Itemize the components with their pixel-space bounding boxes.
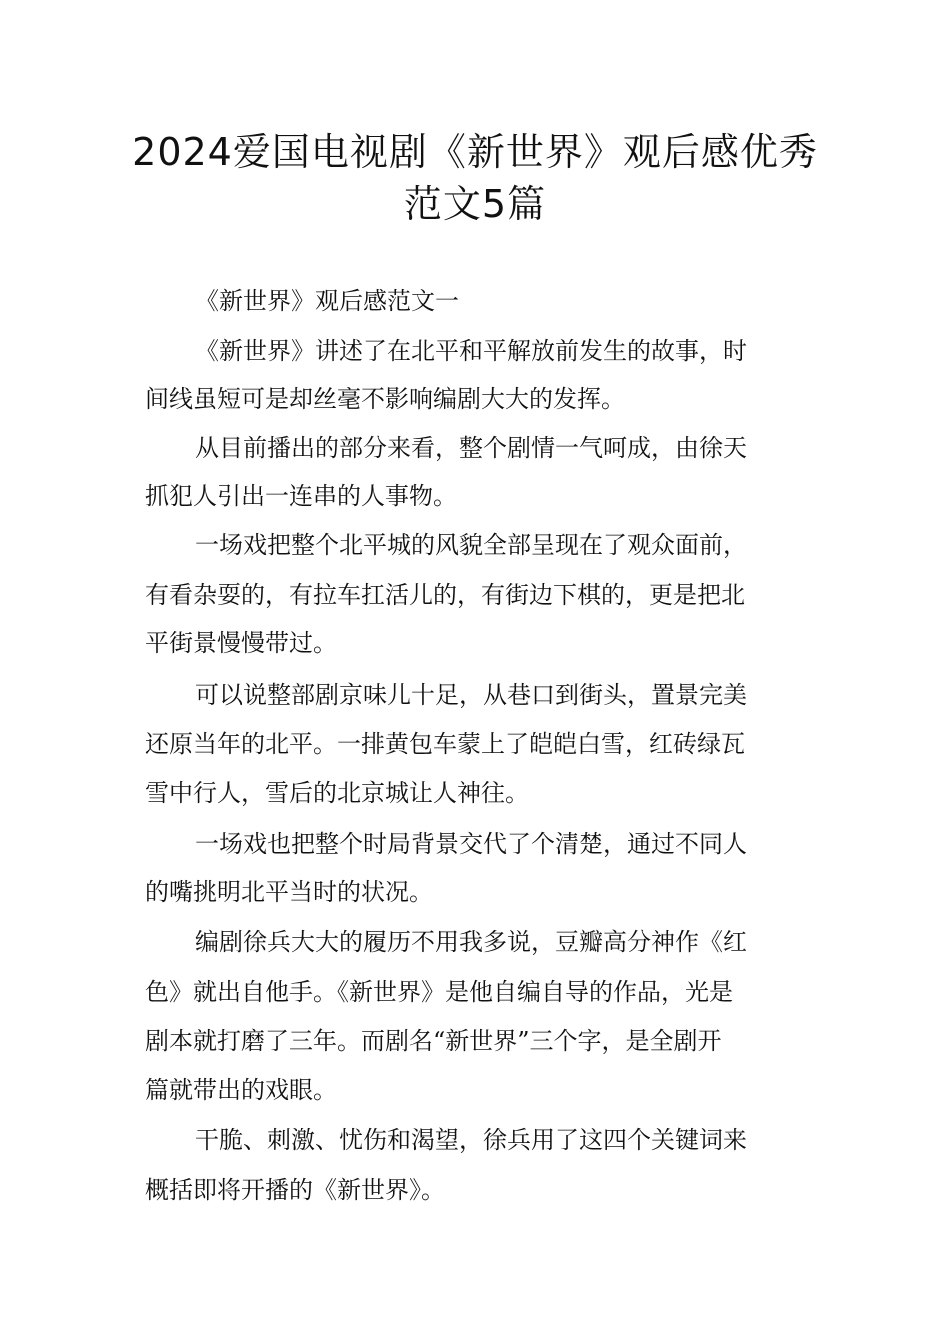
paragraph-line: 平街景慢慢带过。 [145,629,337,657]
paragraph-line: 篇就带出的戏眼。 [145,1076,337,1104]
paragraph-line: 概括即将开播的《新世界》。 [145,1176,445,1204]
paragraph-line: 还原当年的北平。一排黄包车蒙上了皑皑白雪，红砖绿瓦 [145,730,745,758]
paragraph-line: 雪中行人，雪后的北京城让人神往。 [145,779,529,807]
paragraph-line: 从目前播出的部分来看，整个剧情一气呵成，由徐天 [195,434,747,462]
paragraph-line: 可以说整部剧京味儿十足，从巷口到街头，置景完美 [195,681,747,709]
paragraph-line: 《新世界》讲述了在北平和平解放前发生的故事，时 [195,337,747,365]
paragraph-line: 干脆、刺激、忧伤和渴望，徐兵用了这四个关键词来 [195,1126,747,1154]
paragraph-line: 有看杂耍的，有拉车扛活儿的，有街边下棋的，更是把北 [145,581,745,609]
paragraph-line: 编剧徐兵大大的履历不用我多说，豆瓣高分神作《红 [195,928,747,956]
paragraph-line: 的嘴挑明北平当时的状况。 [145,878,433,906]
paragraph-line: 一场戏把整个北平城的风貌全部呈现在了观众面前， [195,531,747,559]
paragraph-line: 色》就出自他手。《新世界》是他自编自导的作品，光是 [145,978,733,1006]
paragraph-line: 一场戏也把整个时局背景交代了个清楚，通过不同人 [195,830,747,858]
document-title-line-2: 范文5篇 [403,182,547,226]
paragraph-line: 间线虽短可是却丝毫不影响编剧大大的发挥。 [145,385,625,413]
paragraph-line: 剧本就打磨了三年。而剧名“新世界”三个字，是全剧开 [145,1027,722,1055]
section-heading: 《新世界》观后感范文一 [195,287,459,315]
paragraph-line: 抓犯人引出一连串的人事物。 [145,482,457,510]
document-title-line-1: 2024爱国电视剧《新世界》观后感优秀 [132,130,818,174]
